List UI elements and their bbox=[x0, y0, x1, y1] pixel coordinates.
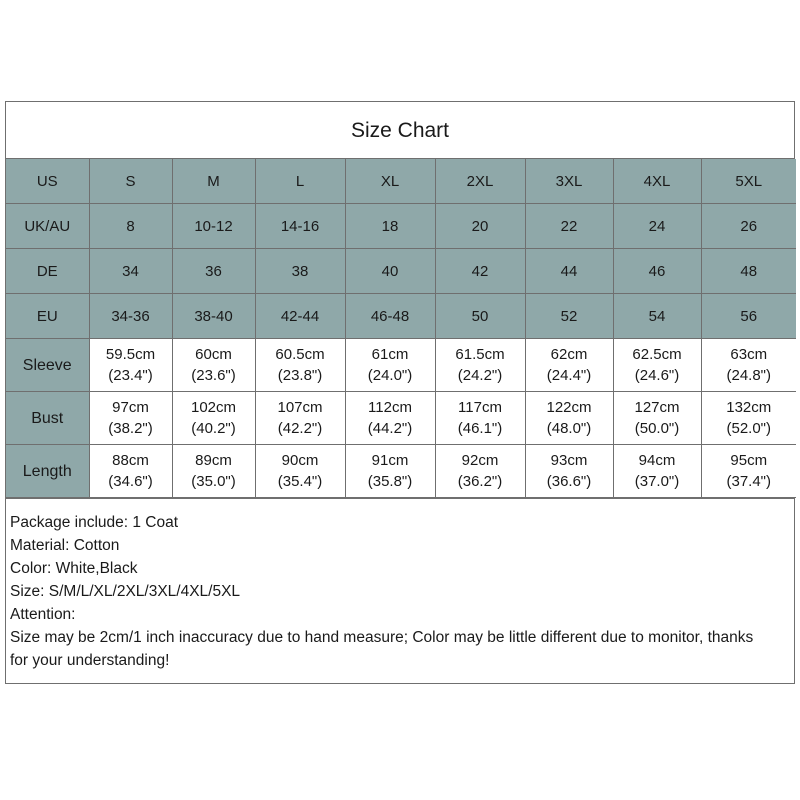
measure-cell bbox=[525, 339, 613, 392]
inch-value: (24.0") bbox=[367, 367, 413, 384]
inch-value: (40.2") bbox=[191, 420, 236, 437]
size-cell: 5XL bbox=[701, 159, 796, 204]
cm-value: 93cm bbox=[550, 452, 588, 469]
size-table bbox=[6, 159, 796, 498]
measure-cell bbox=[345, 339, 435, 392]
inch-value: (35.8") bbox=[367, 473, 413, 490]
table-row bbox=[6, 392, 796, 445]
color-note: Color: White,Black bbox=[10, 560, 138, 577]
inch-value: (48.0") bbox=[546, 420, 592, 437]
size-cell: XL bbox=[345, 159, 435, 204]
inch-value: (50.0") bbox=[634, 420, 680, 437]
size-cell: 44 bbox=[525, 249, 613, 294]
table-row bbox=[6, 204, 796, 249]
cm-value: 97cm bbox=[112, 399, 149, 416]
measure-cell bbox=[172, 445, 255, 498]
table-row bbox=[6, 339, 796, 392]
measure-cell bbox=[613, 392, 701, 445]
cm-value: 63cm bbox=[730, 346, 768, 363]
inch-value: (37.0") bbox=[634, 473, 680, 490]
measure-cell bbox=[613, 445, 701, 498]
size-cell: 3XL bbox=[525, 159, 613, 204]
size-cell: 34 bbox=[89, 249, 172, 294]
row-label-sleeve: Sleeve bbox=[6, 339, 89, 392]
cm-value: 62cm bbox=[550, 346, 588, 363]
measure-cell bbox=[345, 392, 435, 445]
measure-cell bbox=[525, 392, 613, 445]
size-cell: 38-40 bbox=[172, 294, 255, 339]
cm-value: 107cm bbox=[277, 399, 323, 416]
size-cell: L bbox=[255, 159, 345, 204]
table-row bbox=[6, 445, 796, 498]
size-note: Size: S/M/L/XL/2XL/3XL/4XL/5XL bbox=[10, 583, 241, 600]
cm-value: 59.5cm bbox=[105, 346, 156, 363]
size-cell: 42 bbox=[435, 249, 525, 294]
row-label-uk-au: UK/AU bbox=[6, 204, 89, 249]
inch-value: (23.4") bbox=[108, 367, 153, 384]
cm-value: 92cm bbox=[461, 452, 499, 469]
inch-value: (35.0") bbox=[191, 473, 236, 490]
inch-value: (52.0") bbox=[726, 420, 771, 437]
inch-value: (44.2") bbox=[367, 420, 413, 437]
inch-value: (24.8") bbox=[726, 367, 771, 384]
measure-cell bbox=[345, 445, 435, 498]
size-cell: 2XL bbox=[435, 159, 525, 204]
size-cell: 22 bbox=[525, 204, 613, 249]
chart-title: Size Chart bbox=[6, 102, 794, 159]
inch-value: (24.6") bbox=[634, 367, 680, 384]
size-cell: 14-16 bbox=[255, 204, 345, 249]
measure-cell bbox=[255, 445, 345, 498]
size-cell: S bbox=[89, 159, 172, 204]
size-cell: 52 bbox=[525, 294, 613, 339]
cm-value: 132cm bbox=[726, 399, 772, 416]
size-cell: 26 bbox=[701, 204, 796, 249]
measure-cell bbox=[435, 445, 525, 498]
cm-value: 60.5cm bbox=[275, 346, 325, 363]
cm-value: 89cm bbox=[195, 452, 232, 469]
measure-cell bbox=[89, 339, 172, 392]
inch-value: (23.8") bbox=[277, 367, 323, 384]
cm-value: 117cm bbox=[458, 399, 502, 416]
inch-value: (46.1") bbox=[457, 420, 503, 437]
row-label-eu: EU bbox=[6, 294, 89, 339]
header-row bbox=[6, 159, 796, 204]
measure-cell bbox=[701, 445, 796, 498]
size-chart bbox=[5, 101, 795, 684]
size-cell: 36 bbox=[172, 249, 255, 294]
row-label-de: DE bbox=[6, 249, 89, 294]
cm-value: 88cm bbox=[112, 452, 149, 469]
inch-value: (37.4") bbox=[726, 473, 771, 490]
size-cell: 54 bbox=[613, 294, 701, 339]
cm-value: 62.5cm bbox=[632, 346, 682, 363]
row-label-bust: Bust bbox=[6, 392, 89, 445]
table-row bbox=[6, 249, 796, 294]
row-label-us: US bbox=[6, 159, 89, 204]
measure-cell bbox=[89, 392, 172, 445]
inch-value: (42.2") bbox=[277, 420, 323, 437]
size-cell: 10-12 bbox=[172, 204, 255, 249]
inch-value: (24.4") bbox=[546, 367, 592, 384]
size-cell: 46 bbox=[613, 249, 701, 294]
measure-cell bbox=[525, 445, 613, 498]
size-cell: 8 bbox=[89, 204, 172, 249]
inch-value: (36.6") bbox=[546, 473, 592, 490]
cm-value: 95cm bbox=[730, 452, 768, 469]
measure-cell bbox=[613, 339, 701, 392]
size-cell: 56 bbox=[701, 294, 796, 339]
measure-cell bbox=[701, 392, 796, 445]
cm-value: 122cm bbox=[546, 399, 592, 416]
size-cell: 48 bbox=[701, 249, 796, 294]
attention-heading: Attention: bbox=[10, 606, 76, 623]
size-cell: 34-36 bbox=[89, 294, 172, 339]
cm-value: 94cm bbox=[638, 452, 676, 469]
measure-cell bbox=[89, 445, 172, 498]
measure-cell bbox=[701, 339, 796, 392]
size-cell: 38 bbox=[255, 249, 345, 294]
product-notes bbox=[6, 498, 794, 672]
size-cell: 20 bbox=[435, 204, 525, 249]
measure-cell bbox=[255, 339, 345, 392]
size-cell: 42-44 bbox=[255, 294, 345, 339]
measure-cell bbox=[255, 392, 345, 445]
cm-value: 61cm bbox=[371, 346, 409, 363]
cm-value: 90cm bbox=[281, 452, 319, 469]
size-cell: 46-48 bbox=[345, 294, 435, 339]
size-cell: 50 bbox=[435, 294, 525, 339]
cm-value: 61.5cm bbox=[455, 346, 505, 363]
size-cell: 4XL bbox=[613, 159, 701, 204]
inch-value: (35.4") bbox=[277, 473, 323, 490]
inch-value: (38.2") bbox=[108, 420, 153, 437]
measure-cell bbox=[172, 392, 255, 445]
inch-value: (23.6") bbox=[191, 367, 236, 384]
measure-cell bbox=[172, 339, 255, 392]
package-note: Package include: 1 Coat bbox=[10, 514, 179, 531]
cm-value: 91cm bbox=[371, 452, 409, 469]
size-cell: 40 bbox=[345, 249, 435, 294]
measure-cell bbox=[435, 392, 525, 445]
table-row bbox=[6, 294, 796, 339]
inch-value: (36.2") bbox=[457, 473, 503, 490]
material-note: Material: Cotton bbox=[10, 537, 120, 554]
disclaimer-note: Size may be 2cm/1 inch inaccuracy due to hand measure; Color may be little different due to monitor, thanks for your understanding! bbox=[10, 629, 754, 669]
table-body bbox=[6, 159, 796, 498]
cm-value: 102cm bbox=[190, 399, 237, 416]
cm-value: 112cm bbox=[368, 399, 412, 416]
size-cell: 18 bbox=[345, 204, 435, 249]
row-label-length: Length bbox=[6, 445, 89, 498]
cm-value: 127cm bbox=[634, 399, 680, 416]
inch-value: (34.6") bbox=[108, 473, 153, 490]
size-cell: M bbox=[172, 159, 255, 204]
inch-value: (24.2") bbox=[457, 367, 503, 384]
size-cell: 24 bbox=[613, 204, 701, 249]
cm-value: 60cm bbox=[195, 346, 232, 363]
measure-cell bbox=[435, 339, 525, 392]
